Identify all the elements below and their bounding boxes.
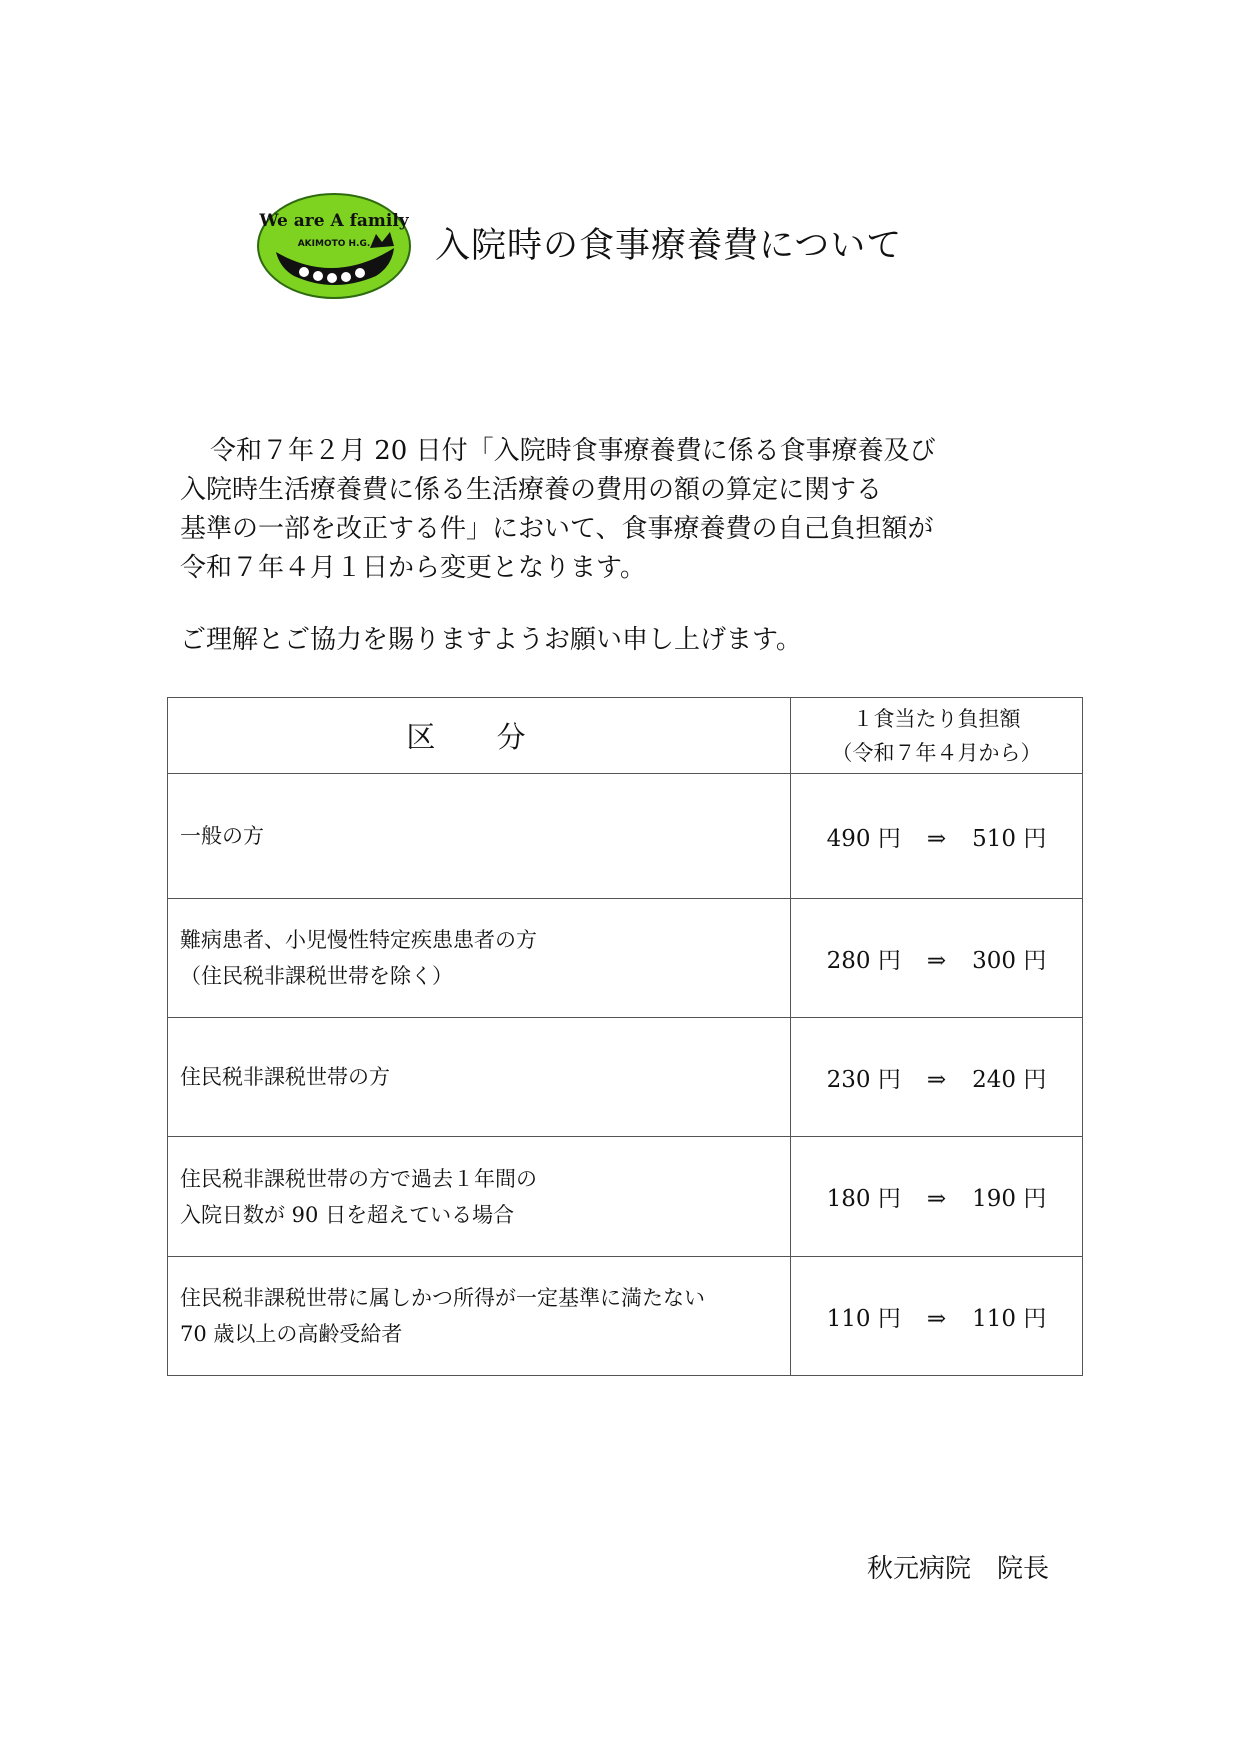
table-row bbox=[168, 1018, 1083, 1137]
logo-subtext: AKIMOTO H.G. bbox=[297, 239, 371, 249]
category-text: 一般の方 bbox=[180, 824, 264, 848]
request-sentence: ご理解とご協力を賜りますようお願い申し上げます。 bbox=[180, 625, 802, 655]
arrow-icon: ⇒ bbox=[926, 947, 947, 974]
arrow-icon: ⇒ bbox=[926, 825, 947, 852]
amount-before: 110 円 bbox=[826, 1305, 901, 1332]
column-header-amount bbox=[791, 698, 1083, 774]
table-row bbox=[168, 1257, 1083, 1376]
category-cell bbox=[168, 899, 791, 1018]
category-text: 難病患者、小児慢性特定疾患患者の方 bbox=[180, 928, 537, 952]
intro-line: 入院時生活療養費に係る生活療養の費用の額の算定に関する bbox=[180, 475, 883, 505]
category-text: 住民税非課税世帯の方 bbox=[180, 1065, 390, 1089]
category-cell bbox=[168, 1137, 791, 1257]
category-text: （住民税非課税世帯を除く） bbox=[180, 964, 453, 988]
amount-after: 110 円 bbox=[972, 1305, 1047, 1332]
amount-after: 510 円 bbox=[972, 825, 1047, 852]
arrow-icon: ⇒ bbox=[926, 1066, 947, 1093]
amount-before: 280 円 bbox=[826, 947, 901, 974]
header-amount-line: １食当たり負担額 bbox=[852, 706, 1021, 731]
category-text: 70 歳以上の高齢受給者 bbox=[180, 1322, 403, 1346]
intro-line: 令和７年４月１日から変更となります。 bbox=[180, 553, 646, 583]
column-header-category: 区 分 bbox=[168, 698, 791, 774]
category-cell bbox=[168, 1018, 791, 1137]
intro-paragraph bbox=[180, 432, 1080, 588]
amount-before: 490 円 bbox=[826, 825, 901, 852]
amount-cell bbox=[791, 1257, 1083, 1376]
signature: 秋元病院 院長 bbox=[867, 1554, 1050, 1584]
category-text: 住民税非課税世帯の方で過去１年間の bbox=[180, 1166, 537, 1191]
page-title: 入院時の食事療養費について bbox=[435, 226, 903, 266]
category-cell bbox=[168, 1257, 791, 1376]
category-text: 住民税非課税世帯に属しかつ所得が一定基準に満たない bbox=[180, 1286, 705, 1310]
table-header-row bbox=[168, 698, 1083, 774]
amount-cell bbox=[791, 774, 1083, 899]
amount-after: 190 円 bbox=[972, 1186, 1047, 1212]
table-row bbox=[168, 774, 1083, 899]
header-amount-line: （令和７年４月から） bbox=[831, 740, 1042, 765]
arrow-icon: ⇒ bbox=[926, 1186, 947, 1212]
intro-line: 基準の一部を改正する件」において、食事療養費の自己負担額が bbox=[180, 514, 934, 544]
amount-cell bbox=[791, 1137, 1083, 1257]
table-row bbox=[168, 899, 1083, 1018]
arrow-icon: ⇒ bbox=[926, 1305, 947, 1332]
amount-before: 230 円 bbox=[826, 1066, 901, 1093]
category-cell bbox=[168, 774, 791, 899]
table-row bbox=[168, 1137, 1083, 1257]
category-text: 入院日数が 90 日を超えている場合 bbox=[180, 1202, 515, 1227]
hospital-logo bbox=[254, 190, 414, 302]
fee-table bbox=[167, 697, 1083, 1376]
intro-line: 令和７年２月 20 日付「入院時食事療養費に係る食事療養及び bbox=[210, 436, 936, 466]
amount-cell bbox=[791, 1018, 1083, 1137]
amount-before: 180 円 bbox=[826, 1186, 901, 1212]
amount-after: 240 円 bbox=[972, 1066, 1047, 1093]
amount-cell bbox=[791, 899, 1083, 1018]
amount-after: 300 円 bbox=[972, 947, 1047, 974]
logo-text: We are A family bbox=[259, 211, 409, 231]
